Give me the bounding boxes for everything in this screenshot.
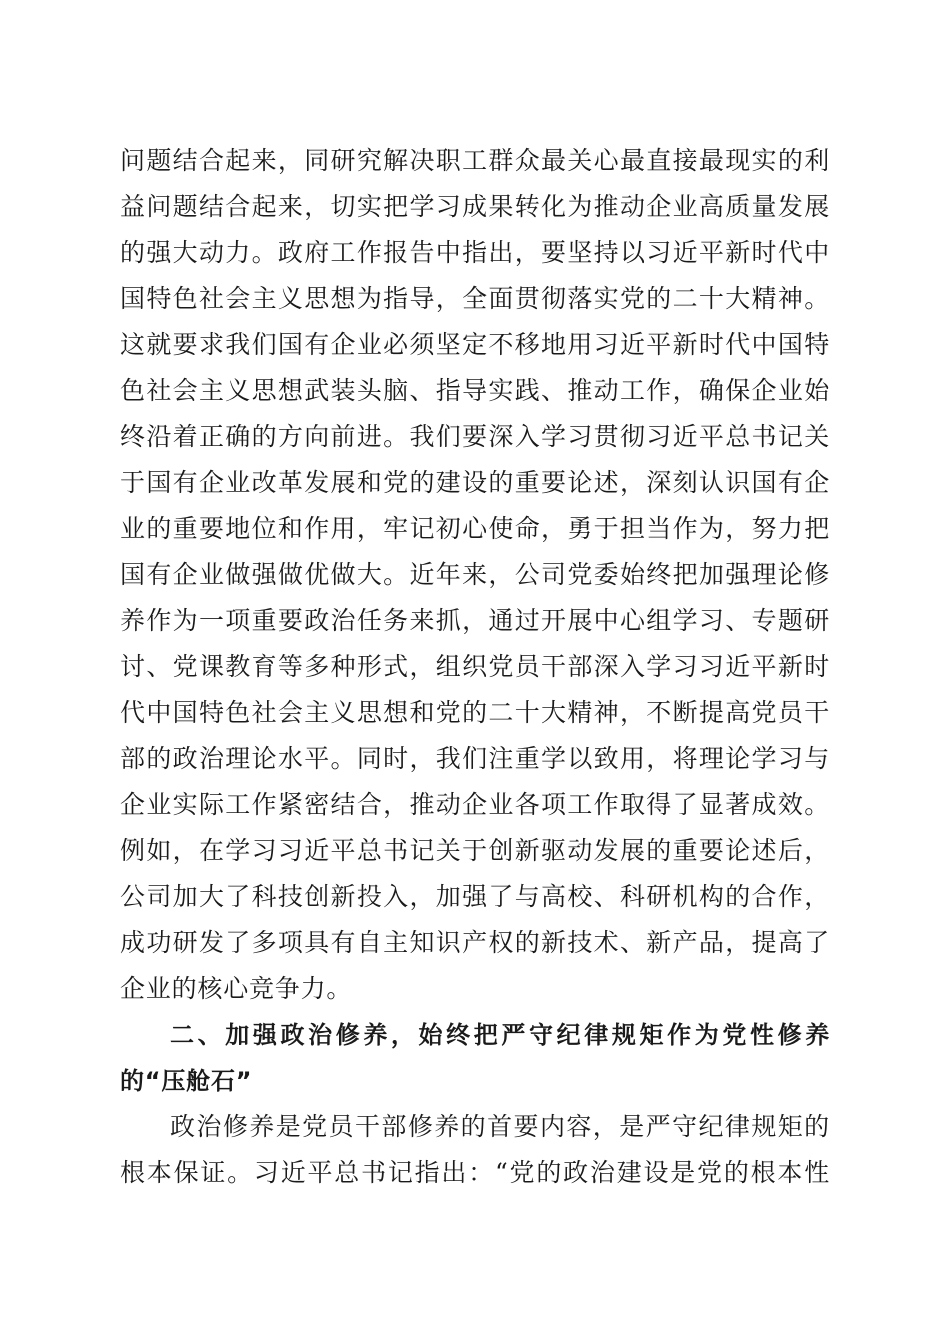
text-line: 讨、党课教育等多种形式，组织党员干部深入学习习近平新时 — [120, 652, 830, 681]
text-line: 益问题结合起来，切实把学习成果转化为推动企业高质量发展 — [120, 192, 830, 221]
text-line: 政治修养是党员干部修养的首要内容，是严守纪律规矩的 — [170, 1112, 830, 1141]
text-line: 问题结合起来，同研究解决职工群众最关心最直接最现实的利 — [120, 146, 830, 175]
body-paragraph — [120, 1104, 830, 1196]
text-line: 例如，在学习习近平总书记关于创新驱动发展的重要论述后， — [120, 836, 830, 865]
text-line: 的强大动力。政府工作报告中指出，要坚持以习近平新时代中 — [120, 238, 830, 267]
text-line: 部的政治理论水平。同时，我们注重学以致用，将理论学习与 — [120, 744, 830, 773]
text-line: 国有企业做强做优做大。近年来，公司党委始终把加强理论修 — [120, 560, 830, 589]
text-line: 这就要求我们国有企业必须坚定不移地用习近平新时代中国特 — [120, 330, 830, 359]
text-line: 代中国特色社会主义思想和党的二十大精神，不断提高党员干 — [120, 698, 830, 727]
text-line: 色社会主义思想武装头脑、指导实践、推动工作，确保企业始 — [120, 376, 830, 405]
heading-line: 二、加强政治修养，始终把严守纪律规矩作为党性修养 — [170, 1021, 830, 1049]
body-paragraph — [120, 138, 830, 1012]
document-body — [120, 138, 830, 1196]
section-heading — [120, 1012, 830, 1104]
text-line: 国特色社会主义思想为指导，全面贯彻落实党的二十大精神。 — [120, 284, 830, 313]
text-line: 终沿着正确的方向前进。我们要深入学习贯彻习近平总书记关 — [120, 422, 830, 451]
text-line: 企业的核心竞争力。 — [120, 974, 353, 1003]
text-line: 根本保证。习近平总书记指出：“党的政治建设是党的根本性 — [120, 1158, 830, 1187]
text-line: 公司加大了科技创新投入，加强了与高校、科研机构的合作， — [120, 882, 830, 911]
text-line: 业的重要地位和作用，牢记初心使命，勇于担当作为，努力把 — [120, 514, 830, 543]
heading-line: 的“压舱石” — [120, 1067, 253, 1095]
text-line: 养作为一项重要政治任务来抓，通过开展中心组学习、专题研 — [120, 606, 830, 635]
text-line: 企业实际工作紧密结合，推动企业各项工作取得了显著成效。 — [120, 790, 830, 819]
text-line: 于国有企业改革发展和党的建设的重要论述，深刻认识国有企 — [120, 468, 830, 497]
text-line: 成功研发了多项具有自主知识产权的新技术、新产品，提高了 — [120, 928, 830, 957]
